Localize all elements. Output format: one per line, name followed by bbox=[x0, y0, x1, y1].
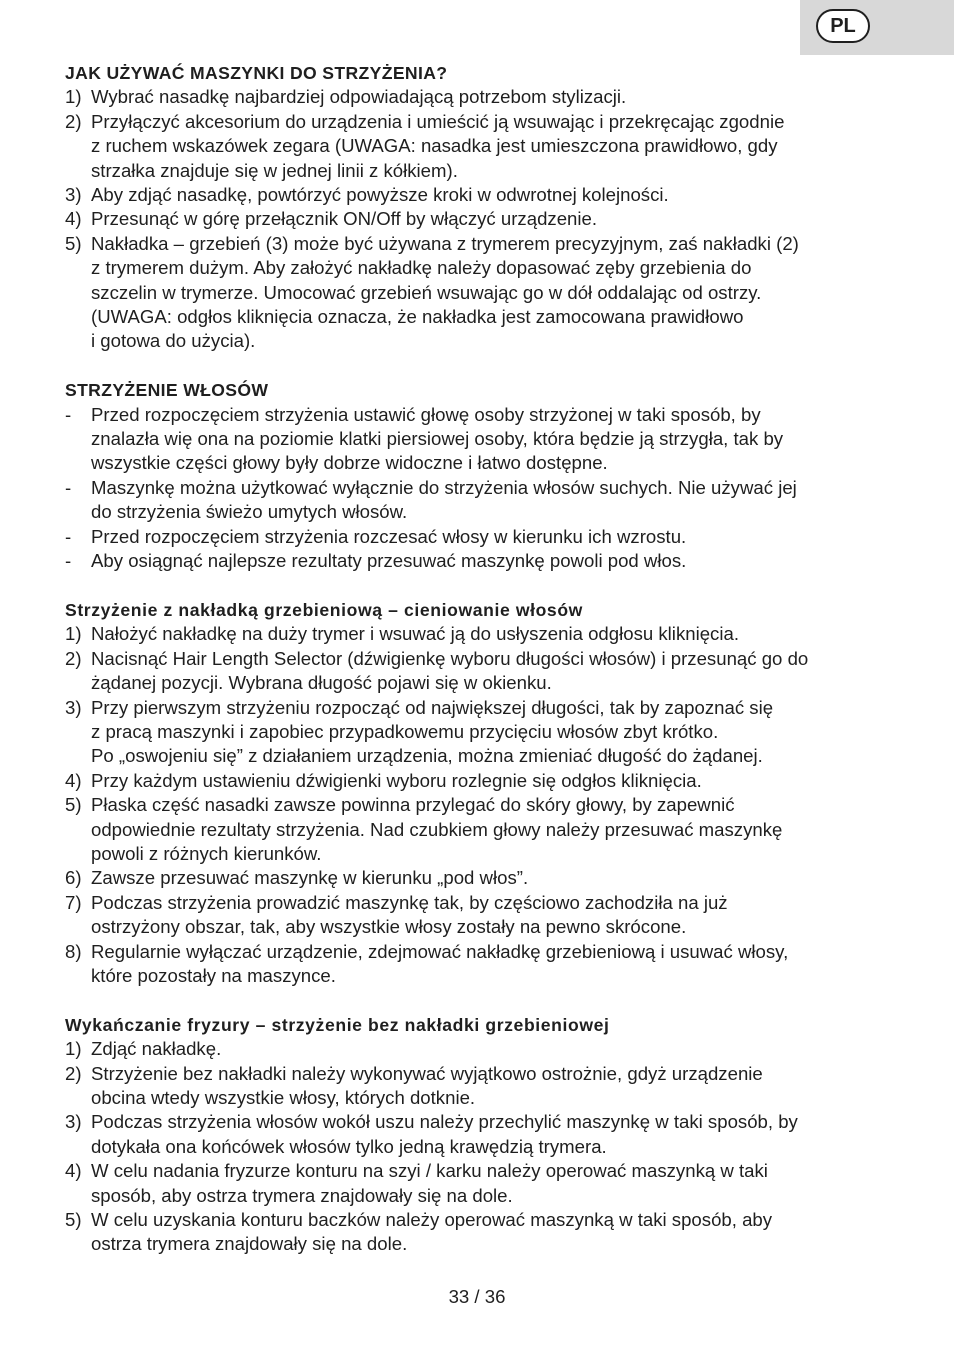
list-item bbox=[65, 1037, 895, 1061]
language-badge: PL bbox=[816, 9, 870, 43]
text-line: z ruchem wskazówek zegara (UWAGA: nasadka jest umieszczona prawidłowo, gdy bbox=[91, 135, 778, 157]
list-item-text bbox=[91, 232, 895, 354]
list-item bbox=[65, 940, 895, 989]
text-line: szczelin w trymerze. Umocować grzebień wsuwając go w dół oddalając od ostrzy. bbox=[91, 281, 762, 303]
text-line: Aby zdjąć nasadkę, powtórzyć powyższe kroki w odwrotnej kolejności. bbox=[91, 184, 669, 206]
list-item-text bbox=[91, 207, 895, 231]
text-line: obcina wtedy wszystkie włosy, których dotknie. bbox=[91, 1087, 476, 1109]
list-item bbox=[65, 549, 895, 573]
list-item-text bbox=[91, 1159, 895, 1208]
section-heading: JAK UŻYWAĆ MASZYNKI DO STRZYŻENIA? bbox=[65, 63, 448, 83]
text-line: Przy każdym ustawieniu dźwigienki wyboru rozlegnie się odgłos kliknięcia. bbox=[91, 769, 702, 791]
list-item bbox=[65, 207, 895, 231]
bullet-list bbox=[65, 403, 895, 574]
list-item-text bbox=[91, 1110, 895, 1159]
section-how-to-use bbox=[65, 61, 895, 354]
list-item-text bbox=[91, 476, 895, 525]
list-item bbox=[65, 647, 895, 696]
page-number: 33 / 36 bbox=[448, 1286, 506, 1307]
list-item-text bbox=[91, 183, 895, 207]
list-marker: 5) bbox=[65, 1209, 82, 1231]
text-line: Zawsze przesuwać maszynkę w kierunku „pod włos”. bbox=[91, 867, 529, 889]
text-line: ostrza trymera znajdowały się na dole. bbox=[91, 1233, 408, 1255]
text-line: Regularnie wyłączać urządzenie, zdejmować nakładkę grzebieniową i usuwać włosy, bbox=[91, 940, 789, 962]
text-line: wszystkie części głowy były dobrze widoczne i łatwo dostępne. bbox=[91, 452, 608, 474]
list-item bbox=[65, 232, 895, 354]
numbered-list bbox=[65, 1037, 895, 1257]
list-marker: 2) bbox=[65, 110, 82, 132]
list-item-text bbox=[91, 793, 895, 866]
text-line: Podczas strzyżenia włosów wokół uszu należy przechylić maszynkę w taki sposób, by bbox=[91, 1111, 798, 1133]
language-tab bbox=[800, 0, 954, 55]
text-line: Przed rozpoczęciem strzyżenia ustawić głowę osoby strzyżonej w taki sposób, by bbox=[91, 403, 761, 425]
list-marker: - bbox=[65, 403, 72, 425]
list-item bbox=[65, 866, 895, 890]
list-marker: 5) bbox=[65, 232, 82, 254]
list-marker: 7) bbox=[65, 891, 82, 913]
list-marker: 5) bbox=[65, 794, 82, 816]
text-line: dotykała ona końcówek włosów tylko jedną krawędzią trymera. bbox=[91, 1135, 607, 1157]
list-item bbox=[65, 476, 895, 525]
section-hair-cutting bbox=[65, 378, 895, 573]
list-marker: 2) bbox=[65, 647, 82, 669]
list-marker: 1) bbox=[65, 1038, 82, 1060]
text-line: Podczas strzyżenia prowadzić maszynkę tak, by częściowo zachodziła na już bbox=[91, 891, 728, 913]
list-item bbox=[65, 769, 895, 793]
list-marker: 6) bbox=[65, 867, 82, 889]
text-line: Nakładka – grzebień (3) może być używana z trymerem precyzyjnym, zaś nakładki (2) bbox=[91, 232, 799, 254]
section-comb-attachment bbox=[65, 598, 895, 989]
text-line: Przy pierwszym strzyżeniu rozpocząć od największej długości, tak by zapoznać się bbox=[91, 696, 774, 718]
list-item bbox=[65, 1062, 895, 1111]
list-marker: 1) bbox=[65, 623, 82, 645]
list-item-text bbox=[91, 403, 895, 476]
list-item-text bbox=[91, 696, 895, 769]
list-item-text bbox=[91, 647, 895, 696]
document-body bbox=[65, 61, 895, 1257]
list-marker: 4) bbox=[65, 769, 82, 791]
list-item-text bbox=[91, 866, 895, 890]
section-heading: Strzyżenie z nakładką grzebieniową – cieniowanie włosów bbox=[65, 599, 583, 620]
text-line: Nałożyć nakładkę na duży trymer i wsuwać ją do usłyszenia odgłosu kliknięcia. bbox=[91, 623, 739, 645]
list-marker: 2) bbox=[65, 1062, 82, 1084]
list-item bbox=[65, 183, 895, 207]
text-line: odpowiednie rezultaty strzyżenia. Nad czubkiem głowy należy przesuwać maszynkę bbox=[91, 818, 783, 840]
section-finishing bbox=[65, 1013, 895, 1257]
text-line: W celu uzyskania konturu baczków należy operować maszynką w taki sposób, aby bbox=[91, 1209, 773, 1231]
list-marker: 1) bbox=[65, 86, 82, 108]
text-line: Nacisnąć Hair Length Selector (dźwigienkę wyboru długości włosów) i przesunąć go do bbox=[91, 647, 809, 669]
list-item-text bbox=[91, 549, 895, 573]
list-item bbox=[65, 622, 895, 646]
text-line: z pracą maszynki i zapobiec przypadkowemu przycięciu włosów zbyt krótko. bbox=[91, 720, 719, 742]
list-item bbox=[65, 1110, 895, 1159]
list-item bbox=[65, 793, 895, 866]
text-line: Strzyżenie bez nakładki należy wykonywać wyjątkowo ostrożnie, gdyż urządzenie bbox=[91, 1062, 763, 1084]
text-line: sposób, aby ostrza trymera znajdowały się na dole. bbox=[91, 1184, 513, 1206]
text-line: które pozostały na maszynce. bbox=[91, 965, 336, 986]
text-line: Zdjąć nakładkę. bbox=[91, 1038, 222, 1060]
list-item-text bbox=[91, 1037, 895, 1061]
list-marker: - bbox=[65, 550, 72, 572]
list-marker: 8) bbox=[65, 940, 82, 962]
list-marker: - bbox=[65, 476, 72, 498]
text-line: do strzyżenia świeżo umytych włosów. bbox=[91, 501, 408, 523]
section-heading: Wykańczanie fryzury – strzyżenie bez nakładki grzebieniowej bbox=[65, 1014, 610, 1035]
text-line: Przyłączyć akcesorium do urządzenia i umieścić ją wsuwając i przekręcając zgodnie bbox=[91, 110, 785, 132]
text-line: Płaska część nasadki zawsze powinna przylegać do skóry głowy, by zapewnić bbox=[91, 794, 735, 816]
text-line: z trymerem dużym. Aby założyć nakładkę należy dopasować zęby grzebienia do bbox=[91, 257, 752, 279]
list-item-text bbox=[91, 85, 895, 109]
list-item bbox=[65, 403, 895, 476]
text-line: Aby osiągnąć najlepsze rezultaty przesuwać maszynkę powoli pod włos. bbox=[91, 550, 687, 572]
text-line: Maszynkę można użytkować wyłącznie do strzyżenia włosów suchych. Nie używać jej bbox=[91, 476, 797, 498]
list-marker: 4) bbox=[65, 208, 82, 230]
list-item bbox=[65, 525, 895, 549]
text-line: ostrzyżony obszar, tak, aby wszystkie włosy zostały na pewno skrócone. bbox=[91, 916, 687, 938]
list-item-text bbox=[91, 525, 895, 549]
list-item bbox=[65, 891, 895, 940]
list-marker: 3) bbox=[65, 696, 82, 718]
list-item bbox=[65, 696, 895, 769]
list-item bbox=[65, 85, 895, 109]
text-line: Przesunąć w górę przełącznik ON/Off by włączyć urządzenie. bbox=[91, 208, 598, 230]
numbered-list bbox=[65, 622, 895, 988]
list-item bbox=[65, 110, 895, 183]
list-item bbox=[65, 1208, 895, 1257]
list-item-text bbox=[91, 940, 895, 989]
numbered-list bbox=[65, 85, 895, 353]
text-line: Wybrać nasadkę najbardziej odpowiadającą potrzebom stylizacji. bbox=[91, 86, 627, 108]
list-item-text bbox=[91, 622, 895, 646]
text-line: strzałka znajduje się w jednej linii z kółkiem). bbox=[91, 159, 458, 181]
list-item-text bbox=[91, 769, 895, 793]
text-line: i gotowa do użycia). bbox=[91, 330, 256, 352]
text-line: Po „oswojeniu się” z działaniem urządzenia, można zmieniać długość do żądanej. bbox=[91, 745, 763, 767]
list-item-text bbox=[91, 1208, 895, 1257]
list-item bbox=[65, 1159, 895, 1208]
list-item-text bbox=[91, 891, 895, 940]
text-line: powoli z różnych kierunków. bbox=[91, 842, 322, 864]
text-line: znalazła wię ona na poziomie klatki piersiowej osoby, która będzie ją strzygła, tak by bbox=[91, 428, 784, 450]
text-line: żądanej pozycji. Wybrana długość pojawi się w okienku. bbox=[91, 672, 552, 694]
list-marker: 4) bbox=[65, 1160, 82, 1182]
list-marker: 3) bbox=[65, 1111, 82, 1133]
text-line: (UWAGA: odgłos kliknięcia oznacza, że nakładka jest zamocowana prawidłowo bbox=[91, 306, 744, 328]
list-item-text bbox=[91, 1062, 895, 1111]
list-marker: - bbox=[65, 525, 72, 547]
list-marker: 3) bbox=[65, 184, 82, 206]
section-heading: STRZYŻENIE WŁOSÓW bbox=[65, 380, 269, 401]
text-line: W celu nadania fryzurze konturu na szyi / karku należy operować maszynką w taki bbox=[91, 1160, 768, 1182]
text-line: Przed rozpoczęciem strzyżenia rozczesać włosy w kierunku ich wzrostu. bbox=[91, 525, 687, 547]
list-item-text bbox=[91, 110, 895, 183]
